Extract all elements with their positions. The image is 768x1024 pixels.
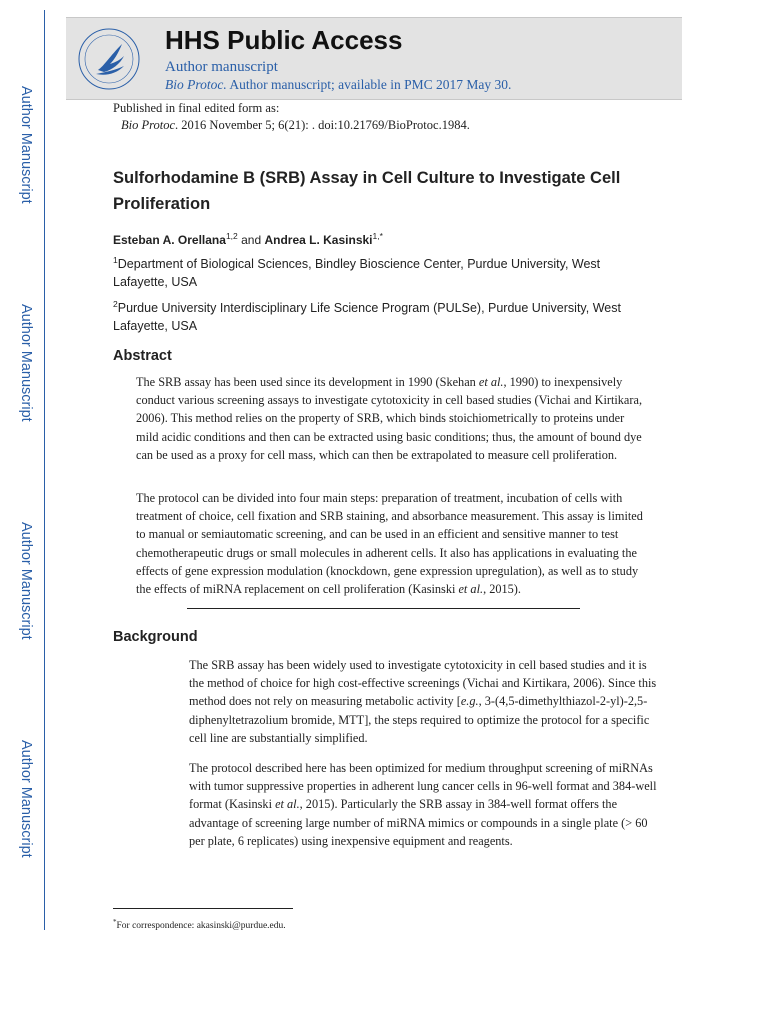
abstract-paragraph: The SRB assay has been used since its development in 1990 (Skehan et al., 1990) to inexpensively conduct various screening assays to investigate cytotoxicity in cell based studies (Vichai and Kirtikara, 2006). This method relies on the property of SRB, which binds stoichiometrically to proteins under mild acidic conditions and then can be extracted using basic conditions; thus, the amount of bound dye can be used as a proxy for cell mass, which can then be extrapolated to measure cell proliferation. xyxy=(136,375,643,462)
author-line: Esteban A. Orellana$^{1,2}$ and Andrea L. Kasinski$^{1,*}$ xyxy=(113,231,383,247)
abstract-paragraph: The protocol can be divided into four main steps: preparation of treatment, incubation of cells with treatment of choice, cell fixation and SRB staining, and absorbance measurement. This assay is limited to manual or semiautomatic screening, and can be used in an efficient and sensitive manner to test chemotherapeutic drugs or small molecules in adherent cells. It also has applications in evaluating the effects of gene expression modulation (knockdown, gene expression upregulation), as well as to study the effects of miRNA replacement on cell proliferation (Kasinski et al., 2015). xyxy=(136,491,643,597)
article-title: Sulforhodamine B (SRB) Assay in Cell Culture to Investigate Cell Proliferation xyxy=(113,169,621,213)
affiliation: $^2$Purdue University Interdisciplinary Life Science Program (PULSe), Purdue University, West Lafayette, USA xyxy=(113,299,621,334)
section-divider xyxy=(187,608,580,609)
footnote-divider xyxy=(113,908,293,909)
abstract-heading: Abstract xyxy=(113,348,172,364)
affiliation: $^1$Department of Biological Sciences, Bindley Bioscience Center, Purdue University, West Lafayette, USA xyxy=(113,255,601,290)
header-subtitle: Author manuscript xyxy=(165,59,278,75)
hhs-header xyxy=(66,17,682,100)
background-paragraph: The protocol described here has been optimized for medium throughput screening of miRNAs with tumor suppressive properties in adherent lung cancer cells in 96-well format and 384-well format (Kasinski et al., 2015). Particularly the SRB assay in 384-well format offers the advantage of screening large number of miRNA mimics or compounds in a single plate (> 60 per plate, 6 replicates) using inexpensive equipment and reagents. xyxy=(189,761,657,848)
side-rail xyxy=(44,10,45,930)
background-paragraph: The SRB assay has been widely used to investigate cytotoxicity in cell based studies and it is the method of choice for high cost-effective screenings (Vichai and Kirtikara, 2006). Since this method does not rely on measuring metabolic activity [e.g., 3-(4,5-dimethylthiazol-2-yl)-2,5-diphenyltetrazolium bromide, MTT], the steps required to optimize the protocol for a specific cell line are substantially simplified. xyxy=(189,658,657,745)
hhs-eagle-logo xyxy=(76,26,142,92)
footnote: *For correspondence: akasinski@purdue.edu. xyxy=(113,918,286,932)
background-heading: Background xyxy=(113,629,198,645)
header-title: HHS Public Access xyxy=(165,25,403,55)
published-info: Published in final edited form as: Bio Protoc. 2016 November 5; 6(21): . doi:10.21769/BioProtoc.1984. xyxy=(113,101,470,132)
header-availability: Bio Protoc. Author manuscript; available in PMC 2017 May 30. xyxy=(165,77,512,92)
